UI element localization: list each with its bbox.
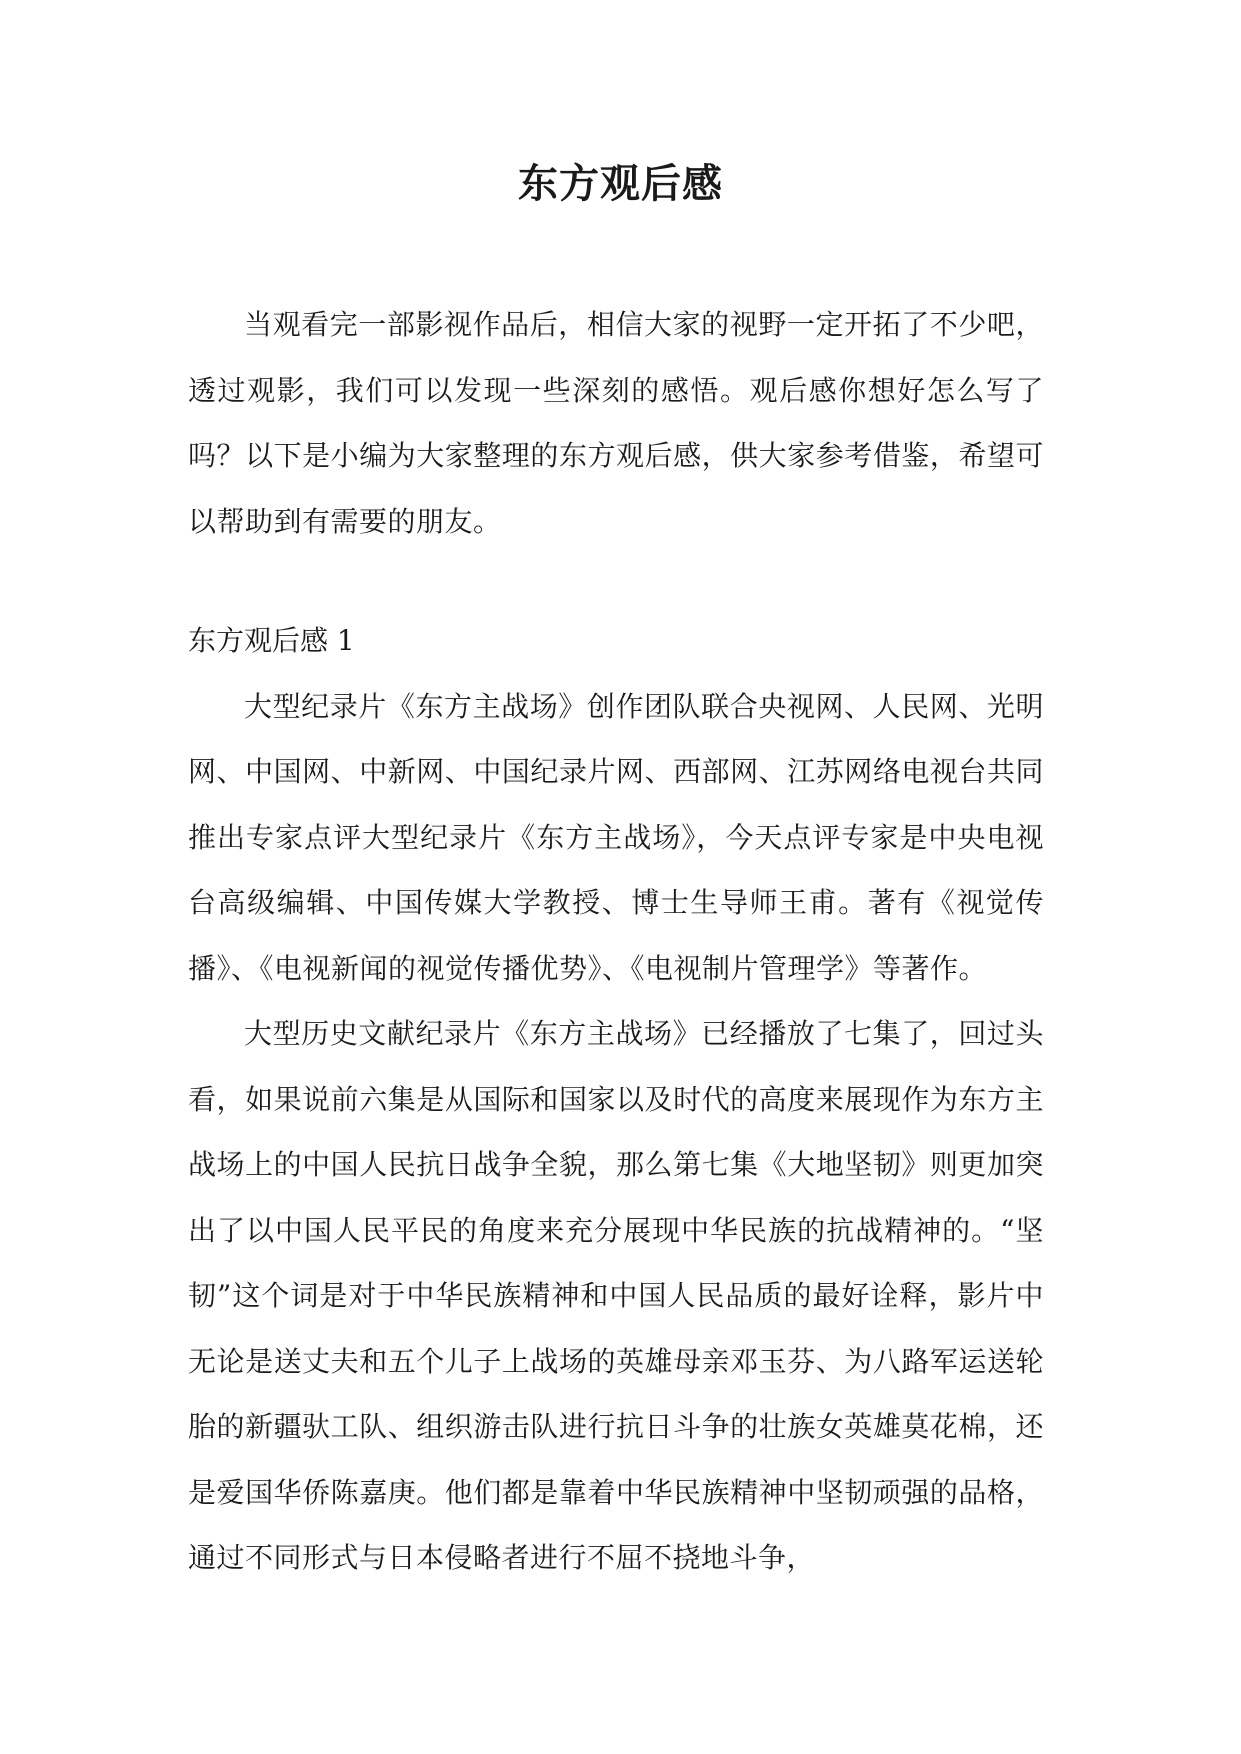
document-title: 东方观后感 (518, 161, 723, 207)
intro-paragraph: 当观看完一部影视作品后，相信大家的视野一定开拓了不少吧，透过观影，我们可以发现一些深刻的感悟。观后感你想好怎么写了吗？以下是小编为大家整理的东方观后感，供大家参考借鉴，希望可以帮助到有需要的朋友。 (188, 308, 1044, 538)
body-paragraph: 大型历史文献纪录片《东方主战场》已经播放了七集了，回过头看，如果说前六集是从国际和国家以及时代的高度来展现作为东方主战场上的中国人民抗日战争全貌，那么第七集《大地坚韧》则更加突出了以中国人民平民的角度来充分展现中华民族的抗战精神的。“坚韧”这个词是对于中华民族精神和中国人民品质的最好诠释，影片中无论是送丈夫和五个儿子上战场的英雄母亲邓玉芬、为八路军运送轮胎的新疆驮工队、组织游击队进行抗日斗争的壮族女英雄莫花棉，还是爱国华侨陈嘉庚。他们都是靠着中华民族精神中坚韧顽强的品格，通过不同形式与日本侵略者进行不屈不挠地斗争， (188, 1017, 1044, 1574)
section-heading: 东方观后感 1 (188, 624, 355, 657)
document-body (188, 292, 1044, 1591)
body-paragraph: 大型纪录片《东方主战场》创作团队联合央视网、人民网、光明网、中国网、中新网、中国纪录片网、西部网、江苏网络电视台共同推出专家点评大型纪录片《东方主战场》，今天点评专家是中央电视台高级编辑、中国传媒大学教授、博士生导师王甫。著有《视觉传播》、《电视新闻的视觉传播优势》、《电视制片管理学》等著作。 (188, 689, 1044, 985)
